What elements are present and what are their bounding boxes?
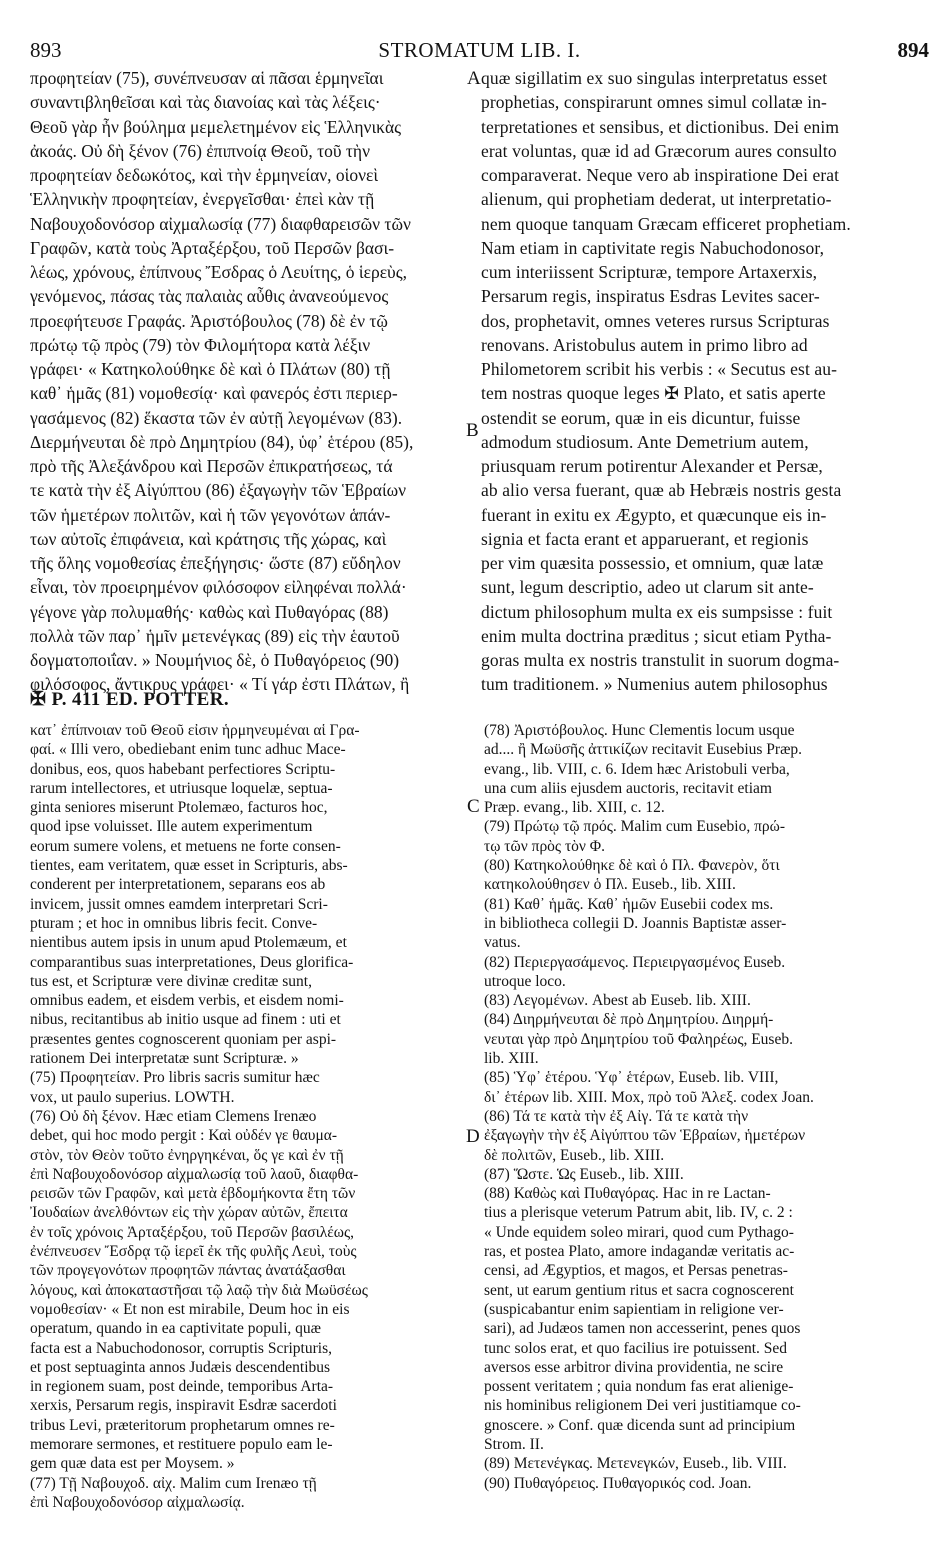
latin-text-line: admodum studiosum. Ante Demetrium autem, [481, 431, 809, 452]
footnote-line: ἐπὶ Ναβουχοδονόσορ αἰχμαλωσίᾳ. [30, 1493, 245, 1511]
greek-text-line: εἶναι, τὸν προειρημένον φιλόσοφον εἰληφέναι πολλά· [30, 577, 407, 598]
greek-text-line: ἀκοάς. Οὐ δὴ ξένον (76) ἐπιπνοίᾳ Θεοῦ, τοῦ τὴν [30, 140, 370, 161]
footnote-line: conderent per interpretationem, separans eos ab [30, 876, 326, 894]
margin-marker-b: B [466, 420, 479, 441]
footnote-line: ras, et postea Plato, amore indagandæ veritatis ac- [484, 1243, 795, 1261]
greek-text-line: γασάμενος (82) ἕκαστα τῶν ἐν αὐτῇ λεγομένων (83). [30, 407, 403, 428]
footnote-line: κατ᾿ ἐπίπνοιαν τοῦ Θεοῦ εἰσιν ἡρμηνευμέναι αἱ Γρα- [30, 722, 360, 739]
footnote-line: (76) Οὐ δὴ ξένον. Hæc etiam Clemens Irenæo [30, 1107, 317, 1125]
margin-marker-a: A [467, 68, 481, 89]
footnote-line: comparantibus suas interpretationes, Deus glorifica- [30, 953, 354, 971]
latin-text-line: ostendit se eorum, quæ in eis dicuntur, fuisse [481, 407, 801, 428]
footnote-line: operatum, quando in ea captivitate populi, quæ [30, 1320, 321, 1338]
greek-text-line: δογματοποιΐαν. » Νουμήνιος δὲ, ὁ Πυθαγόρειος (90) [30, 650, 400, 670]
footnote-line: nibus, recitantibus ab initio usque ad finem : uti et [30, 1011, 341, 1029]
latin-text-line: nem quoque tanquam Græcam efficeret prophetiam. [481, 213, 851, 234]
greek-text-line: Θεοῦ γὰρ ἦν βούλημα μεμελετημένον εἰς Ἑλληνικὰς [30, 116, 402, 137]
footnote-line: gem quæ data est per Moysem. » [30, 1455, 235, 1473]
footnote-line: una cum aliis ejusdem auctoris, recitavit etiam [484, 779, 772, 797]
footnote-line: νευται γὰρ πρὸ Δημητρίου τοῦ Φαληρέως, Euseb. [484, 1030, 793, 1048]
greek-text-line: γέγονε γὰρ πολυμαθής· καθὼς καὶ Πυθαγόρας (88) [30, 601, 389, 622]
greek-text-line: προφητείαν (75), συνέπνευσαν αἱ πᾶσαι ἑρμηνεῖαι [30, 68, 384, 88]
potter-edition-marker: ✠ P. 411 ED. POTTER. [30, 689, 230, 710]
latin-text-column [481, 66, 918, 697]
latin-text-line: ab alio versa fuerant, quæ ab Hebræis nostris gesta [481, 480, 842, 501]
footnote-line: (80) Κατηκολούθηκε δὲ καὶ ὁ Πλ. Φανερὸν, ὅτι [484, 857, 780, 875]
footnote-line: vatus. [484, 934, 521, 952]
footnote-line: (86) Τά τε κατὰ τὴν ἐξ Αἰγ. Τά τε κατὰ τὴν [484, 1107, 749, 1125]
latin-text-line: dos, prophetavit, omnes veteres rursus Scripturas [481, 310, 830, 331]
footnote-line: tius a plerisque veterum Patrum abit, lib. IV, c. 2 : [484, 1204, 793, 1222]
footnote-line: (87) Ὥστε. Ὡς Euseb., lib. XIII. [484, 1165, 684, 1183]
greek-text-line: τε κατὰ τὴν ἐξ Αἰγύπτου (86) ἐξαγωγὴν τῶν Ἑβραίων [30, 480, 407, 501]
footnote-line: ad.... ἢ Μωϋσῆς ἀττικίζων recitavit Eusebius Præp. [484, 741, 803, 759]
latin-text-line: Nam etiam in captivitate regis Nabuchodonosor, [481, 237, 825, 258]
footnote-line: (82) Περιεργασάμενος. Περιειργασμένος Euseb. [484, 953, 786, 971]
latin-text-line: prophetias, conspirarunt omnes simul collatæ in- [481, 92, 827, 113]
footnote-line: rarum intellectores, et utriusque loquelæ, septua- [30, 779, 333, 797]
latin-text-line: priusquam rerum potirentur Alexander et Persæ, [481, 456, 823, 476]
footnote-line: ἐνέπνευσεν Ἔσδρᾳ τῷ ἱερεῖ ἐκ τῆς φυλῆς Λευὶ, τοὺς [30, 1243, 357, 1261]
latin-text-line: per vim quæsita possessio, et omnium, quæ latæ [481, 553, 824, 573]
footnote-line: ginta seniores miserunt Ptolemæo, facturos hoc, [30, 799, 328, 817]
greek-text-line: τῶν ἡμετέρων πολιτῶν, καὶ ἡ τῶν γεγονότων ἁπάν- [30, 504, 391, 525]
footnote-line: (85) Ὑφ᾿ ἑτέρου. Ὑφ᾿ ἑτέρων, Euseb. lib. VIII, [484, 1069, 779, 1087]
page-header [30, 38, 929, 68]
footnote-line: omnibus eadem, et eisdem verbis, et eisdem nomi- [30, 992, 344, 1010]
footnote-line: ρεισῶν τῶν Γραφῶν, καὶ μετὰ ἑβδομήκοντα ἔτη τῶν [30, 1185, 356, 1203]
greek-text-line: λέως, χρόνους, ἐπίπνους Ἔσδρας ὁ Λευίτης, ὁ ἱερεὺς, [30, 262, 408, 282]
greek-text-line: πρώτῳ τῷ πρὸς (79) τὸν Φιλομήτορα κατὰ λέξιν [30, 334, 371, 355]
latin-text-line: alienum, qui prophetiam dederat, ut interpretatio- [481, 189, 832, 210]
footnote-line: φαί. « Illi vero, obediebant enim tunc adhuc Mace- [30, 741, 346, 759]
greek-text-line: φιλόσοφος, ἄντικρυς γράφει· « Τί γάρ ἐστι Πλάτων, ἢ [30, 674, 410, 695]
footnote-line: xerxis, Persarum regis, inspiravit Esdræ sacerdoti [30, 1397, 337, 1415]
footnote-line: (81) Καθ᾿ ἡμᾶς. Καθ᾿ ἡμῶν Eusebii codex ms. [484, 895, 774, 913]
footnote-line: tunc solos erat, et quo facilius ire potuissent. Sed [484, 1339, 788, 1357]
footnote-line: (suspicabantur enim sapientiam in religione ver- [484, 1300, 784, 1318]
greek-text-line: πρὸ τῆς Ἀλεξάνδρου καὶ Περσῶν ἐπικρατήσεως, τά [30, 456, 393, 476]
footnote-line: tus est, et Scripturæ vere divinæ creditæ sunt, [30, 972, 312, 990]
latin-text-line: quæ sigillatim ex suo singulas interpretatus esset [481, 68, 828, 88]
footnote-line: invicem, jussit omnes eamdem interpretari Scri- [30, 895, 328, 913]
footnote-line: in regionem suam, post deinde, temporibus Arta- [30, 1378, 334, 1396]
latin-text-line: enim multa doctrina præditus ; sicut etiam Pytha- [481, 625, 832, 646]
greek-text-line: συναντιβληθεῖσαι καὶ τὰς διανοίας καὶ τὰς λέξεις· [30, 92, 381, 113]
greek-text-line: γενόμενος, πάσας τὰς παλαιὰς αὖθις ἀνανεούμενος [30, 286, 389, 307]
page-number-left: 893 [30, 38, 62, 62]
footnotes-right-column [484, 721, 914, 1493]
footnote-line: utroque loco. [484, 972, 566, 990]
footnote-line: sari), ad Judæos tamen non accesserint, penes quos [484, 1320, 801, 1338]
footnote-line: sent, ut earum gentium ritus et sacra cognoscerent [484, 1281, 794, 1299]
footnote-line: (90) Πυθαγόρειος. Πυθαγορικός cod. Joan. [484, 1474, 752, 1492]
footnote-line: possent veritatem ; quia nondum fas erat alienige- [484, 1378, 794, 1396]
footnote-line: νομοθεσίαν· « Et non est mirabile, Deum hoc in eis [30, 1300, 350, 1318]
footnote-line: Ἰουδαίων ἀνελθόντων εἰς τὴν χώραν αὐτῶν, ἔπειτα [30, 1204, 348, 1222]
greek-text-line: Διερμήνευται δὲ πρὸ Δημητρίου (84), ὑφ᾿ ἑτέρου (85), [30, 431, 414, 452]
latin-text-line: terpretationes et sensibus, et dictionibus. Dei enim [481, 116, 840, 137]
footnote-line: lib. XIII. [484, 1050, 539, 1068]
latin-text-line: erat voluntas, quæ id ad Græcorum aures consulto [481, 140, 837, 161]
latin-text-line: signia et facta erant et apparuerant, et regionis [481, 528, 809, 549]
footnote-line: τῶν προγεγονότων προφητῶν πάντας ἀνατάξασθαι [30, 1262, 346, 1280]
latin-text-line: sunt, legum descriptio, adeo ut clarum sit ante- [481, 577, 814, 598]
footnote-line: ἐξαγωγὴν τὴν ἐξ Αἰγύπτου τῶν Ἑβραίων, ἡμετέρων [484, 1127, 806, 1145]
footnote-line: (89) Μετενέγκας. Μετενεγκών, Euseb., lib. VIII. [484, 1455, 787, 1473]
footnote-line: ἐπὶ Ναβουχοδονόσορ αἰχμαλωσίᾳ τοῦ λαοῦ, διαφθα- [30, 1165, 359, 1183]
running-title: STROMATUM LIB. I. [378, 38, 581, 62]
footnote-line: quod ipse voluisset. Ille autem experimentum [30, 818, 313, 836]
footnote-line: λόγους, καὶ ἀποκαταστῆσαι τῷ λαῷ τὴν διὰ Μωϋσέως [30, 1281, 368, 1299]
greek-text-line: Ἑλληνικὴν προφητείαν, ἐνεργεῖσθαι· ἐπεὶ κὰν τῇ [30, 189, 375, 210]
footnote-line: debet, qui hoc modo pergit : Καὶ οὐδέν γε θαυμα- [30, 1127, 338, 1145]
footnote-line: (79) Πρώτῳ τῷ πρός. Malim cum Eusebio, πρώ- [484, 818, 786, 836]
footnote-line: ἐν τοῖς χρόνοις Ἀρταξέρξου, τοῦ Περσῶν βασιλέως, [30, 1223, 354, 1241]
footnote-line: memorare sermones, et restituere populo eam le- [30, 1435, 333, 1453]
footnote-line: evang., lib. VIII, c. 6. Idem hæc Aristobuli verba, [484, 760, 790, 778]
latin-text-line: Persarum regis, inspiratus Esdras Levites sacer- [481, 286, 820, 307]
footnote-line: pturam ; et hoc in omnibus libris fecit. Conve- [30, 914, 318, 932]
latin-text-line: goras multa ex nostris transtulit in suorum dogma- [481, 650, 840, 670]
footnote-line: præsentes gentes cognoscerent quoniam per aspi- [30, 1030, 337, 1048]
footnote-line: eorum sumere volens, et metuens ne forte consen- [30, 837, 341, 855]
footnote-line: donibus, eos, quos habebant perfectiores Scriptu- [30, 760, 336, 778]
footnote-line: δι᾿ ἑτέρων lib. XIII. Mox, πρὸ τοῦ Ἀλεξ. codex Joan. [484, 1088, 814, 1106]
footnote-line: aversos esse arbitror divina providentia, ne scire [484, 1358, 784, 1376]
greek-text-line: πολλὰ τῶν παρ᾿ ἡμῖν μετενέγκας (89) εἰς τὴν ἑαυτοῦ [30, 625, 400, 646]
margin-marker-d: D [466, 1126, 480, 1147]
greek-text-line: τῆς ὅλης νομοθεσίας ἐπεξήγησις· ὥστε (87) εὔδηλον [30, 553, 401, 573]
greek-text-line: προεφήτευσε Γραφάς. Ἀριστόβουλος (78) δὲ ἐν τῷ [30, 310, 388, 331]
footnote-line: τῳ τῶν πρὸς τὸν Φ. [484, 837, 606, 855]
footnote-line: (88) Καθὼς καὶ Πυθαγόρας. Hac in re Lactan- [484, 1185, 771, 1203]
footnote-line: (83) Λεγομένων. Abest ab Euseb. lib. XIII. [484, 992, 751, 1010]
footnote-line: Strom. II. [484, 1435, 544, 1453]
footnote-line: tribus Levi, præteritorum prophetarum omnes re- [30, 1416, 335, 1434]
latin-text-line: tum traditionem. » Numenius autem philosophus [481, 674, 828, 695]
footnote-line: gnoscere. » Conf. quæ dicenda sunt ad principium [484, 1416, 796, 1434]
latin-text-line: fuerant in exitu ex Ægypto, et quæcunque eis in- [481, 504, 827, 525]
footnote-line: in bibliotheca collegii D. Joannis Baptistæ asser- [484, 914, 787, 932]
footnote-line: « Unde equidem soleo mirari, quod cum Pythago- [484, 1223, 794, 1241]
footnotes-left-column [30, 721, 458, 1512]
footnote-line: facta est a Nabuchodonosor, corruptis Scripturis, [30, 1339, 332, 1357]
footnote-line: censi, ad Ægyptios, et magos, et Persas penetras- [484, 1262, 788, 1280]
footnote-line: (75) Προφητείαν. Pro libris sacris sumitur hæc [30, 1069, 320, 1087]
footnote-line: vox, ut paulo superius. LOWTH. [30, 1088, 235, 1106]
greek-text-line: Ναβουχοδονόσορ αἰχμαλωσίᾳ (77) διαφθαρεισῶν τῶν [30, 213, 411, 234]
greek-text-line: καθ᾿ ἡμᾶς (81) νομοθεσίᾳ· καὶ φανερός ἐστι περιερ- [30, 383, 398, 404]
greek-text-line: Γραφῶν, κατὰ τοὺς Ἀρταξέρξου, τοῦ Περσῶν βασι- [30, 237, 395, 258]
footnote-line: δὲ πολιτῶν, Euseb., lib. XIII. [484, 1146, 665, 1164]
footnote-line: nientibus autem ipsis in unum apud Ptolemæum, et [30, 934, 347, 952]
latin-text-line: dictum philosophum multa ex eis sumpsisse : fuit [481, 601, 833, 622]
latin-text-line: Philometorem scribit his verbis : « Secutus est au- [481, 359, 838, 379]
latin-text-line: tem nostras quoque leges ✠ Plato, et satis aperte [481, 383, 826, 404]
latin-text-line: comparaverat. Neque vero ab inspiratione Dei erat [481, 165, 840, 185]
footnote-line: tientes, eam veritatem, quæ esset in Scripturis, abs- [30, 857, 348, 875]
footnote-line: (84) Διηρμήνευται δὲ πρὸ Δημητρίου. Διηρμή- [484, 1011, 774, 1029]
greek-text-line: προφητείαν δεδωκότος, καὶ τὴν ἑρμηνείαν, οἱονεὶ [30, 165, 379, 185]
footnote-line: (77) Τῇ Ναβουχοδ. αἰχ. Malim cum Irenæo τῇ [30, 1474, 317, 1492]
footnote-line: et post septuaginta annos Judæis descendentibus [30, 1358, 331, 1376]
latin-text-line: cum interiissent Scripturæ, tempore Artaxerxis, [481, 262, 818, 282]
greek-text-column [30, 66, 465, 697]
margin-marker-c: C [467, 796, 480, 817]
latin-text-line: renovans. Aristobulus autem in primo libro ad [481, 334, 808, 355]
footnote-line: nis hominibus religionem Dei veri justitiamque co- [484, 1397, 801, 1415]
greek-text-line: των αὐτοῖς ἐπιφάνεια, καὶ κράτησις τῆς χώρας, καὶ [30, 528, 387, 549]
footnote-line: κατηκολούθησεν ὁ Πλ. Euseb., lib. XIII. [484, 876, 736, 894]
page-number-right: 894 [897, 38, 929, 62]
footnote-line: στὸν, τὸν Θεὸν τοῦτο ἐνηργηκέναι, ὅς γε καὶ ἐν τῇ [30, 1146, 344, 1164]
footnote-line: Præp. evang., lib. XIII, c. 12. [484, 799, 665, 817]
footnote-line: (78) Ἀριστόβουλος. Hunc Clementis locum usque [484, 722, 795, 739]
greek-text-line: γράφει· « Κατηκολούθηκε δὲ καὶ ὁ Πλάτων (80) τῇ [30, 359, 391, 379]
footnote-line: rationem Dei interpretatæ sunt Scripturæ. » [30, 1050, 299, 1068]
